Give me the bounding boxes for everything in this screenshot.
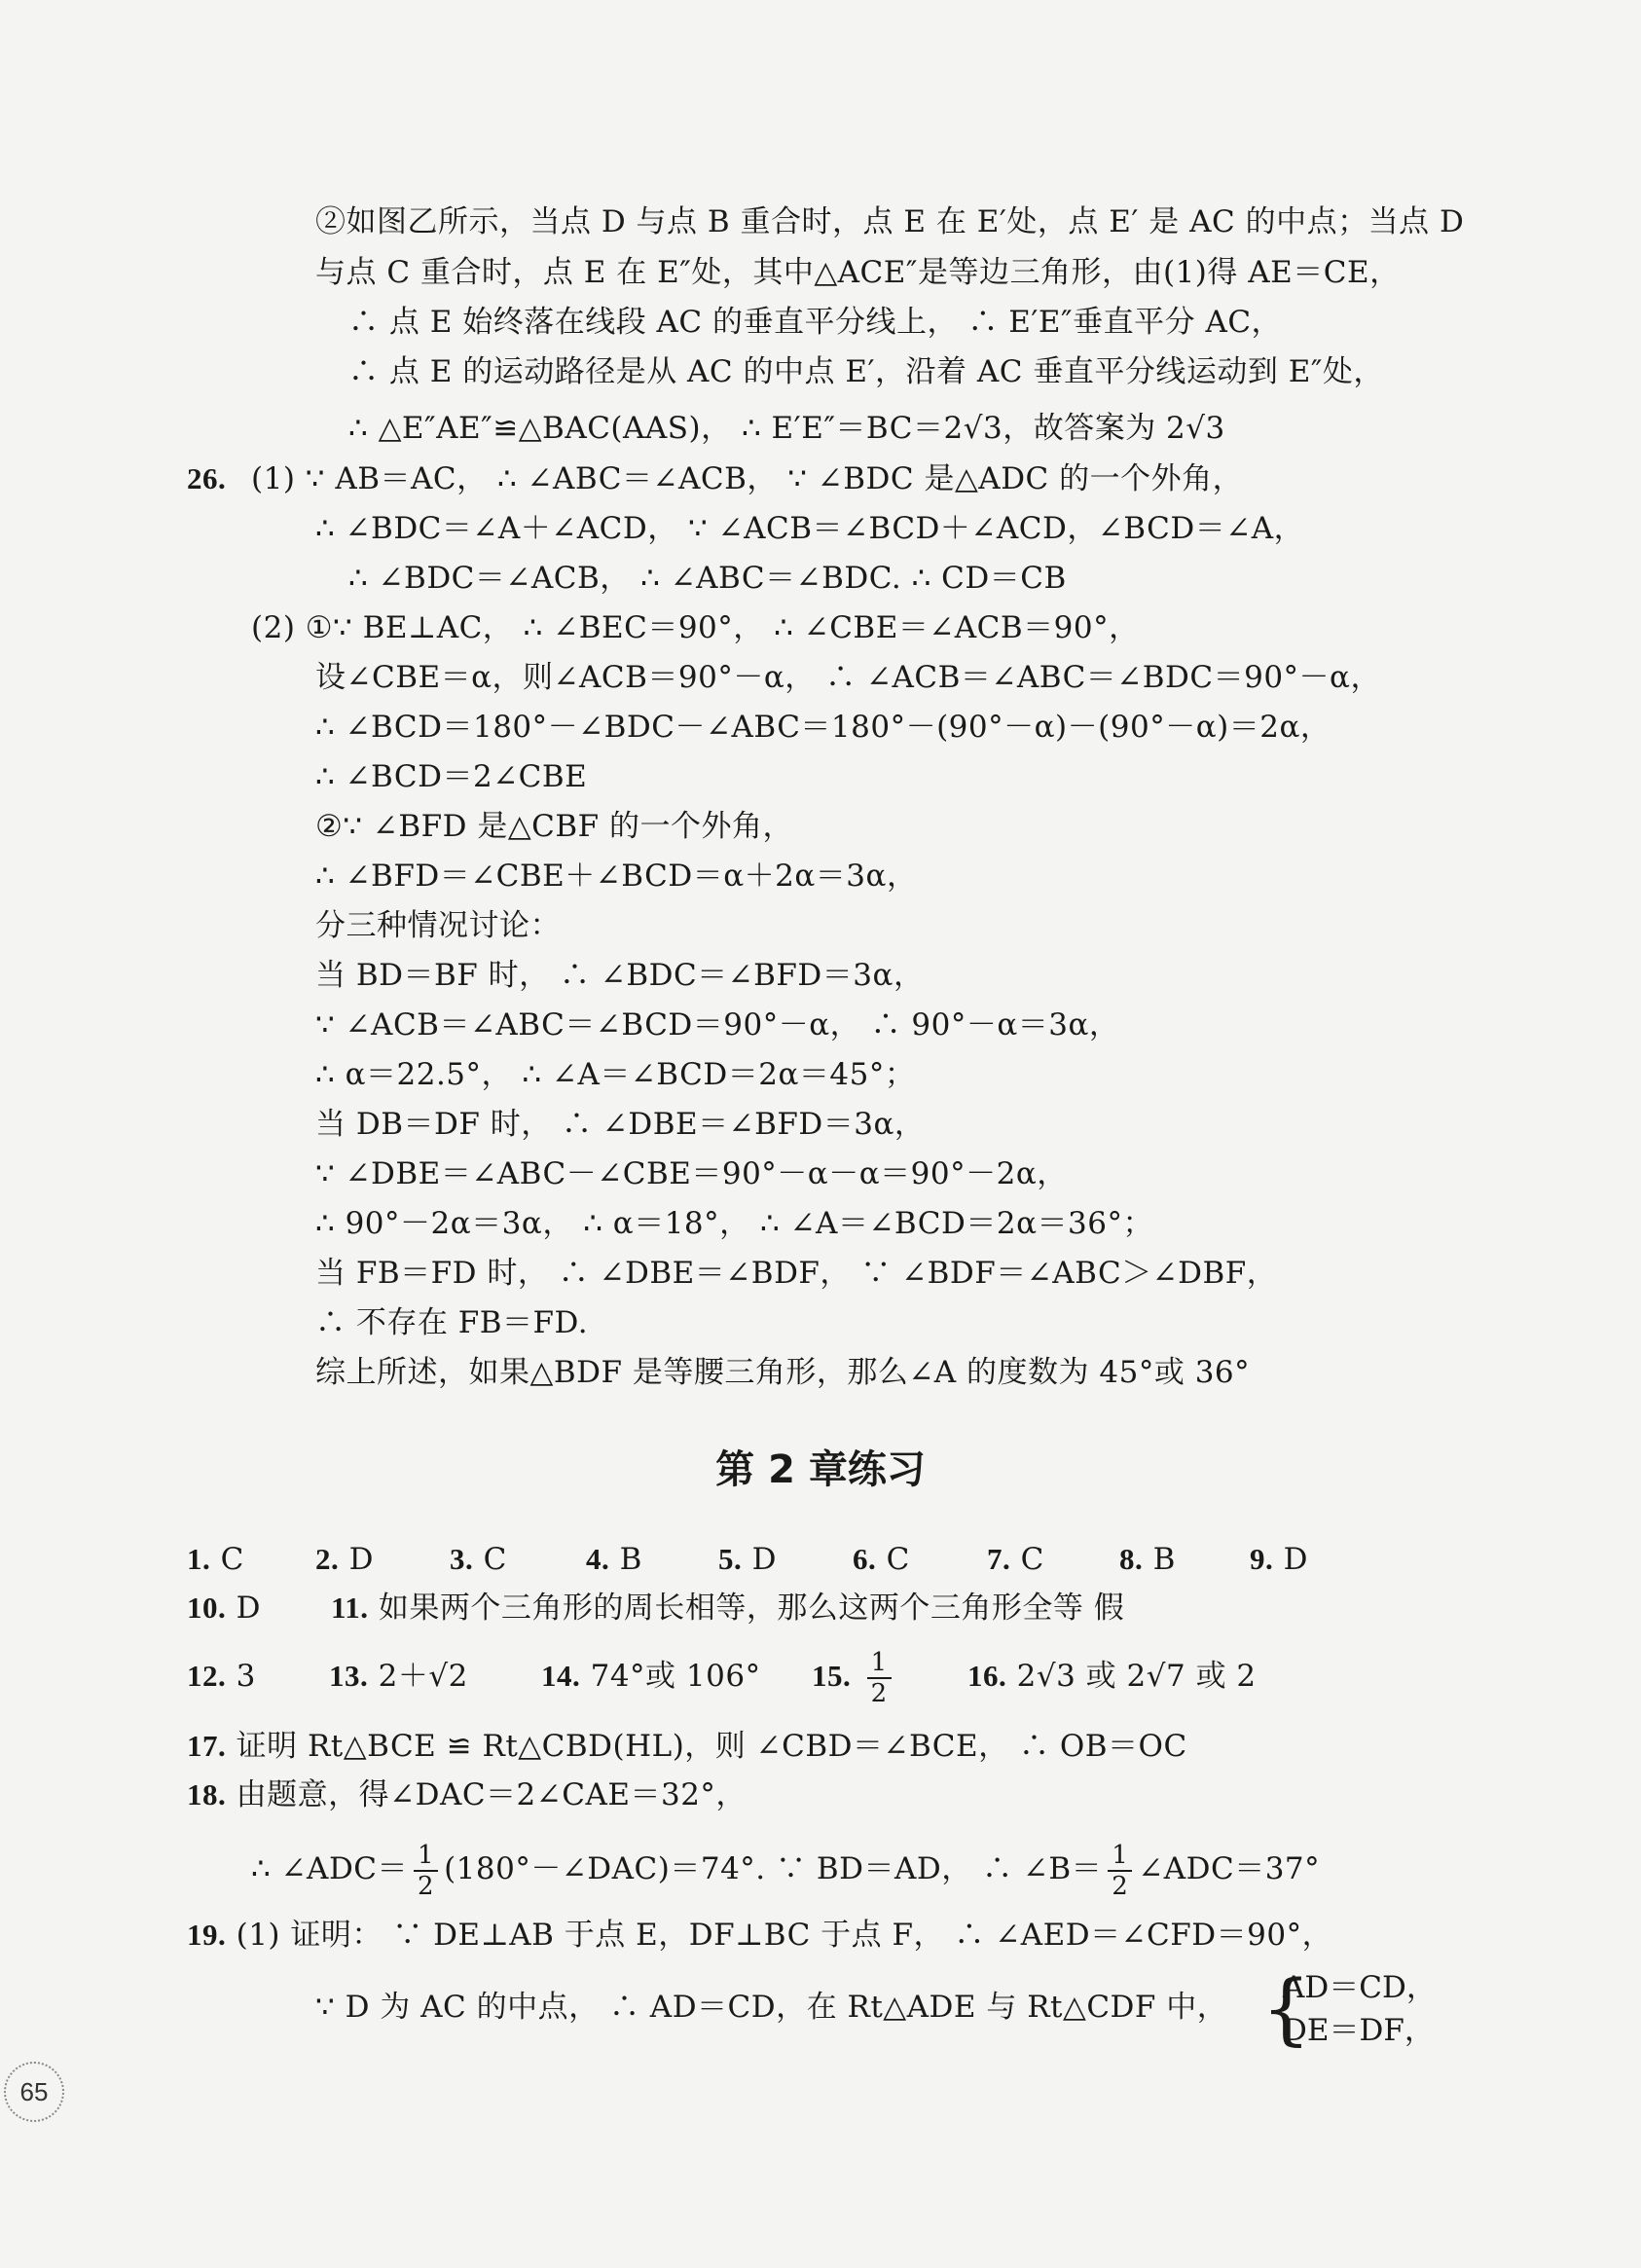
q26-line: 综上所述，如果△BDF 是等腰三角形，那么∠A 的度数为 45°或 36° [315,1355,1251,1390]
system-line-2: DE＝DF， [1283,2013,1435,2048]
q26-line: ∴ ∠BFD＝∠CBE＋∠BCD＝α＋2α＝3α， [315,859,918,894]
mc-answer-2: 2. D [315,1542,374,1577]
answer-12: 12. 3 [187,1659,256,1694]
q26-line: 分三种情况讨论： [315,908,561,943]
q26-line: (2) ①∵ BE⊥AC， ∴ ∠BEC＝90°， ∴ ∠CBE＝∠ACB＝90°， [251,610,1140,645]
q26-line: ∵ ∠ACB＝∠ABC＝∠BCD＝90°－α， ∴ 90°－α＝3α， [315,1007,1120,1043]
fraction-one-half: $\frac{1}{2}$ [414,1841,438,1901]
q26-line: ∴ 90°－2α＝3α， ∴ α＝18°， ∴ ∠A＝∠BCD＝2α＝36°； [315,1206,1153,1241]
mc-answer-3: 3. C [450,1542,507,1577]
mc-answer-5: 5. D [718,1542,777,1577]
q26-line: 当 DB＝DF 时， ∴ ∠DBE＝∠BFD＝3α， [315,1107,926,1142]
q25-line-4: ∴ 点 E 的运动路径是从 AC 的中点 E′，沿着 AC 垂直平分线运动到 E″处， [348,354,1384,389]
q26-number: 26. [187,461,227,495]
q26-line: ∴ α＝22.5°， ∴ ∠A＝∠BCD＝2α＝45°； [315,1057,916,1092]
q26-line: 当 BD＝BF 时， ∴ ∠BDC＝∠BFD＝3α， [315,958,925,993]
q25-line-2: 与点 C 重合时，点 E 在 E″处，其中△ACE″是等边三角形，由(1)得 AE＝CE， [315,255,1401,290]
fraction-one-half: $\frac{1}{2}$ [867,1648,892,1708]
answer-17: 17. 证明 Rt△BCE ≌ Rt△CBD(HL)，则 ∠CBD＝∠BCE， ∴ OB＝OC [187,1729,1187,1764]
q26-line: ∴ ∠BCD＝2∠CBE [315,759,588,794]
mc-answer-7: 7. C [987,1542,1044,1577]
q26-line: (1) ∵ AB＝AC， ∴ ∠ABC＝∠ACB， ∵ ∠BDC 是△ADC 的一个外角， [251,461,1244,496]
answer-18-line-2: ∴ ∠ADC＝ $\frac{1}{2}$ (180°－∠DAC)＝74°. ∵ BD＝AD， ∴ ∠B＝ $\frac{1}{2}$ ∠ADC＝37° [251,1840,1321,1901]
answer-10: 10. D [187,1591,261,1626]
q26-line: 设∠CBE＝α，则∠ACB＝90°－α， ∴ ∠ACB＝∠ABC＝∠BDC＝90°－α， [315,660,1381,695]
mc-answer-9: 9. D [1250,1542,1308,1577]
answer-19: 19. (1) 证明： ∵ DE⊥AB 于点 E，DF⊥BC 于点 F， ∴ ∠AED＝∠CFD＝90°， [187,1918,1333,1953]
mc-answer-6: 6. C [853,1542,910,1577]
q26-line: ∴ ∠BCD＝180°－∠BDC－∠ABC＝180°－(90°－α)－(90°－α)＝2α， [315,710,1331,745]
answer-11: 11. 如果两个三角形的周长相等，那么这两个三角形全等 假 [331,1591,1125,1626]
q26-line: ∴ ∠BDC＝∠ACB， ∴ ∠ABC＝∠BDC. ∴ CD＝CB [348,561,1067,596]
system-line-1: AD＝CD， [1283,1970,1437,2005]
q26-line: ∵ ∠DBE＝∠ABC－∠CBE＝90°－α－α＝90°－2α， [315,1156,1068,1191]
q26-line: 当 FB＝FD 时， ∴ ∠DBE＝∠BDF， ∵ ∠BDF＝∠ABC＞∠DBF， [315,1256,1278,1291]
fraction-one-half: $\frac{1}{2}$ [1108,1841,1132,1901]
equation-system [1261,1963,1437,2054]
left-brace-icon: { [1261,1963,1311,2054]
answer-19-line-2: ∵ D 为 AC 的中点， ∴ AD＝CD，在 Rt△ADE 与 Rt△CDF 中， [315,1990,1228,2025]
answer-18: 18. 由题意，得∠DAC＝2∠CAE＝32°， [187,1777,747,1812]
q26-line: ∴ ∠BDC＝∠A＋∠ACD， ∵ ∠ACB＝∠BCD＋∠ACD，∠BCD＝∠A， [315,511,1305,546]
q26-line: ∴ 不存在 FB＝FD. [315,1305,589,1340]
answer-15: 15. $\frac{1}{2}$ [812,1641,897,1711]
q25-line-3: ∴ 点 E 始终落在线段 AC 的垂直平分线上， ∴ E′E″垂直平分 AC， [348,305,1283,340]
mc-answer-4: 4. B [586,1542,642,1577]
page-number: 65 [4,2062,64,2122]
q25-line-1: ②如图乙所示，当点 D 与点 B 重合时，点 E 在 E′处，点 E′ 是 AC 的中点；当点 D [315,204,1465,239]
answer-14: 14. 74°或 106° [541,1659,761,1694]
mc-answer-8: 8. B [1119,1542,1176,1577]
q25-line-5: ∴ △E″AE″≌△BAC(AAS)， ∴ E′E″＝BC＝2√3，故答案为 2√3 [348,411,1225,446]
q26-line: ②∵ ∠BFD 是△CBF 的一个外角， [315,809,794,844]
answer-16: 16. 2√3 或 2√7 或 2 [967,1659,1257,1694]
mc-answer-1: 1. C [187,1542,244,1577]
answer-13: 13. 2＋√2 [329,1659,468,1694]
chapter-title: 第 2 章练习 [715,1447,926,1492]
